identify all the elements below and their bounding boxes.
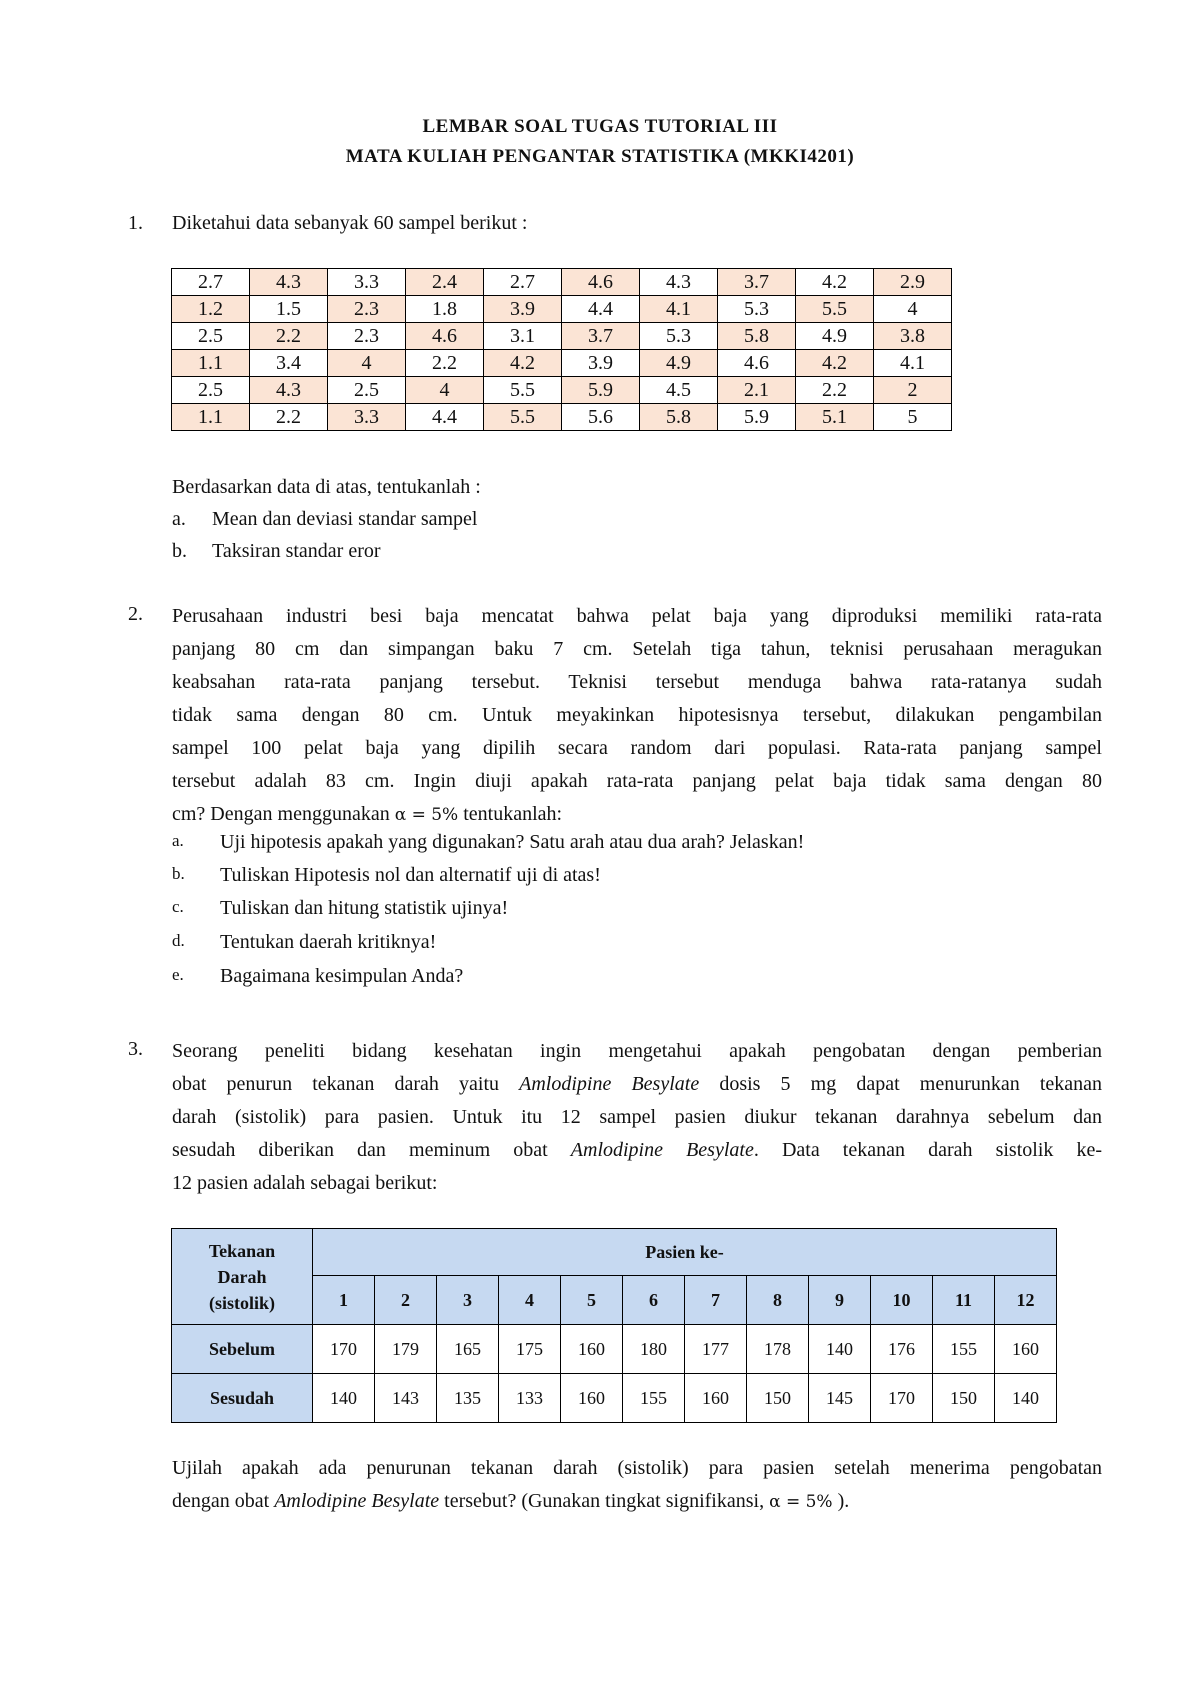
pressure-value-cell: 140 [313,1374,375,1423]
paragraph-line [172,1485,1102,1519]
question-3-number: 3. [128,1038,143,1060]
sample-data-cell: 2.5 [172,377,250,404]
line-text: tersebut? (Gunakan tingkat signifikansi, [444,1490,765,1512]
item-letter: b. [172,864,185,883]
item-text: Bagaimana kesimpulan Anda? [220,965,464,987]
pressure-value-cell: 140 [809,1325,871,1374]
patient-number-header: 2 [375,1276,437,1325]
line-text: tentukanlah: [463,803,563,825]
item-text: Tentukan daerah kritiknya! [220,931,437,953]
patient-number-header: 6 [623,1276,685,1325]
paragraph-line: keabsahan rata-rata panjang tersebut. Teknisi tersebut menduga bahwa rata-ratanya sudah [172,671,1102,693]
patient-number-header: 5 [561,1276,623,1325]
sample-data-cell: 5.5 [484,404,562,431]
sample-data-cell: 4.3 [250,269,328,296]
pressure-value-cell: 176 [871,1325,933,1374]
patient-number-header: 1 [313,1276,375,1325]
sample-data-cell: 4.2 [796,350,874,377]
sample-data-cell: 2.5 [328,377,406,404]
pressure-value-cell: 175 [499,1325,561,1374]
sample-data-cell: 4.1 [874,350,952,377]
paragraph-line: Seorang peneliti bidang kesehatan ingin mengetahui apakah pengobatan dengan pemberian [172,1040,1102,1062]
line-text: ). [837,1490,850,1512]
pressure-value-cell: 135 [437,1374,499,1423]
paragraph-line [172,1134,1102,1167]
line-text: . Data tekanan darah sistolik ke- [753,1139,1103,1161]
item-letter: d. [172,931,185,950]
sample-data-cell: 2.7 [484,269,562,296]
sample-data-cell: 4.6 [718,350,796,377]
sample-data-cell: 5.3 [718,296,796,323]
item-letter: c. [172,897,184,916]
drug-name: Amlodipine Besylate [570,1139,754,1161]
sample-data-cell: 4.6 [562,269,640,296]
sample-data-cell: 2.7 [172,269,250,296]
question-2-paragraph [172,600,1102,832]
sample-data-cell: 2.2 [250,404,328,431]
sample-data-cell: 4.2 [796,269,874,296]
pressure-value-cell: 140 [995,1374,1057,1423]
corner-header-line: (sistolik) [208,1292,275,1313]
item-letter: e. [172,965,184,984]
patient-number-header: 9 [809,1276,871,1325]
sample-data-cell: 4 [406,377,484,404]
question-1-intro-text: Diketahui data sebanyak 60 sampel berikut : [172,212,528,234]
document-title: LEMBAR SOAL TUGAS TUTORIAL III [422,116,778,137]
sample-data-cell: 5.1 [796,404,874,431]
sample-data-cell: 4.5 [640,377,718,404]
sample-data-cell: 4.6 [406,323,484,350]
item-text: Uji hipotesis apakah yang digunakan? Satu arah atau dua arah? Jelaskan! [220,831,805,853]
sample-data-row [172,404,952,431]
sample-data-cell: 2.2 [796,377,874,404]
sample-data-cell: 5.9 [718,404,796,431]
patient-number-header: 3 [437,1276,499,1325]
item-letter: a. [172,831,184,850]
paragraph-line: sampel 100 pelat baja yang dipilih secara random dari populasi. Rata-rata panjang sampel [172,737,1102,759]
paragraph-line: Perusahaan industri besi baja mencatat bahwa pelat baja yang diproduksi memiliki rata-rata [172,605,1102,627]
pressure-value-cell: 165 [437,1325,499,1374]
paragraph-line: Ujilah apakah ada penurunan tekanan darah (sistolik) para pasien setelah menerima pengobatan [172,1457,1102,1479]
sample-data-cell: 1.5 [250,296,328,323]
sample-data-row [172,269,952,296]
question-3-prompt [172,1452,1102,1519]
sample-data-cell: 4.3 [250,377,328,404]
pressure-value-cell: 179 [375,1325,437,1374]
sample-data-cell: 4.9 [796,323,874,350]
corner-header [172,1229,313,1325]
pressure-value-cell: 170 [313,1325,375,1374]
alpha-symbol: α = 5% [769,1492,833,1512]
sample-data-cell: 2.5 [172,323,250,350]
table-row [172,1325,1057,1374]
pressure-value-cell: 155 [623,1374,685,1423]
sample-data-cell: 3.3 [328,269,406,296]
paragraph-line: tidak sama dengan 80 cm. Untuk meyakinkan hipotesisnya tersebut, dilakukan pengambilan [172,704,1102,726]
sample-data-cell: 2 [874,377,952,404]
pressure-value-cell: 180 [623,1325,685,1374]
patient-span-header: Pasien ke- [313,1229,1057,1276]
line-text: obat penurun tekanan darah yaitu [172,1073,500,1095]
sample-data-cell: 2.9 [874,269,952,296]
pressure-value-cell: 160 [561,1325,623,1374]
patient-number-header: 11 [933,1276,995,1325]
sample-data-cell: 1.1 [172,350,250,377]
line-text: cm? Dengan menggunakan [172,803,390,825]
pressure-value-cell: 178 [747,1325,809,1374]
corner-header-line: Tekanan [208,1240,276,1261]
patient-number-header: 8 [747,1276,809,1325]
pressure-value-cell: 145 [809,1374,871,1423]
pressure-value-cell: 160 [995,1325,1057,1374]
sample-data-cell: 4.4 [562,296,640,323]
sample-data-cell: 5.5 [796,296,874,323]
patient-number-header: 10 [871,1276,933,1325]
sample-data-cell: 4.1 [640,296,718,323]
sample-data-cell: 5.6 [562,404,640,431]
paragraph-line: darah (sistolik) para pasien. Untuk itu 12 sampel pasien diukur tekanan darahnya sebelum dan [172,1106,1102,1128]
item-letter: a. [172,508,186,530]
pressure-value-cell: 170 [871,1374,933,1423]
drug-name: Amlodipine Besylate [274,1490,440,1512]
sample-data-cell: 4.9 [640,350,718,377]
sample-data-cell: 3.4 [250,350,328,377]
sample-data-row [172,323,952,350]
sample-data-cell: 3.7 [718,269,796,296]
sample-data-cell: 3.7 [562,323,640,350]
question-3-paragraph [172,1035,1102,1200]
sample-data-row [172,350,952,377]
question-1-prompt-text: Berdasarkan data di atas, tentukanlah : [172,476,481,498]
sample-data-cell: 3.1 [484,323,562,350]
sample-data-cell: 4.4 [406,404,484,431]
pressure-value-cell: 160 [561,1374,623,1423]
sample-data-cell: 2.3 [328,296,406,323]
item-text: Taksiran standar eror [212,540,381,562]
paragraph-line: panjang 80 cm dan simpangan baku 7 cm. Setelah tiga tahun, teknisi perusahaan meragukan [172,638,1102,660]
paragraph-line: tersebut adalah 83 cm. Ingin diuji apakah rata-rata panjang pelat baja tidak sama dengan 80 [172,770,1102,792]
line-text: dosis 5 mg dapat menurunkan tekanan [719,1073,1103,1095]
sample-data-cell: 4 [328,350,406,377]
patient-number-header: 12 [995,1276,1057,1325]
item-letter: b. [172,540,187,562]
sample-data-cell: 3.9 [562,350,640,377]
patient-number-header: 4 [499,1276,561,1325]
sample-data-cell: 3.3 [328,404,406,431]
sample-data-cell: 2.2 [250,323,328,350]
sample-data-cell: 5.8 [718,323,796,350]
paragraph-line [172,798,1102,832]
pressure-value-cell: 160 [685,1374,747,1423]
sample-data-cell: 3.8 [874,323,952,350]
table-header-row [172,1229,1057,1276]
sample-data-cell: 5.3 [640,323,718,350]
sample-data-cell: 1.8 [406,296,484,323]
item-text: Tuliskan Hipotesis nol dan alternatif uji di atas! [220,864,601,886]
table-row [172,1374,1057,1423]
drug-name: Amlodipine Besylate [519,1073,700,1095]
sample-data-row [172,296,952,323]
sample-data-cell: 1.1 [172,404,250,431]
sample-data-cell: 5.5 [484,377,562,404]
pressure-value-cell: 155 [933,1325,995,1374]
alpha-symbol: α = 5% [394,805,459,825]
sample-data-cell: 2.3 [328,323,406,350]
sample-data-cell: 4 [874,296,952,323]
document-subtitle: MATA KULIAH PENGANTAR STATISTIKA (MKKI4201) [345,146,855,167]
pressure-value-cell: 177 [685,1325,747,1374]
paragraph-line [172,1068,1102,1101]
item-text: Mean dan deviasi standar sampel [212,508,478,530]
row-label: Sebelum [172,1325,313,1374]
pressure-value-cell: 150 [747,1374,809,1423]
line-text: dengan obat [172,1490,270,1512]
row-label: Sesudah [172,1374,313,1423]
item-text: Tuliskan dan hitung statistik ujinya! [220,897,509,919]
sample-data-cell: 5.9 [562,377,640,404]
pressure-value-cell: 133 [499,1374,561,1423]
sample-data-cell: 2.4 [406,269,484,296]
sample-data-row [172,377,952,404]
sample-data-cell: 3.9 [484,296,562,323]
corner-header-line: Darah [217,1266,267,1287]
question-1-number: 1. [128,212,143,234]
pressure-value-cell: 143 [375,1374,437,1423]
pressure-value-cell: 150 [933,1374,995,1423]
line-text: sesudah diberikan dan meminum obat [172,1139,548,1161]
question-2-number: 2. [128,603,143,625]
paragraph-line: 12 pasien adalah sebagai berikut: [172,1172,438,1194]
sample-data-cell: 2.2 [406,350,484,377]
blood-pressure-table [171,1228,1057,1423]
sample-data-table [171,268,952,431]
sample-data-cell: 5 [874,404,952,431]
sample-data-cell: 1.2 [172,296,250,323]
sample-data-cell: 4.2 [484,350,562,377]
sample-data-cell: 2.1 [718,377,796,404]
sample-data-cell: 4.3 [640,269,718,296]
sample-data-cell: 5.8 [640,404,718,431]
patient-number-header: 7 [685,1276,747,1325]
